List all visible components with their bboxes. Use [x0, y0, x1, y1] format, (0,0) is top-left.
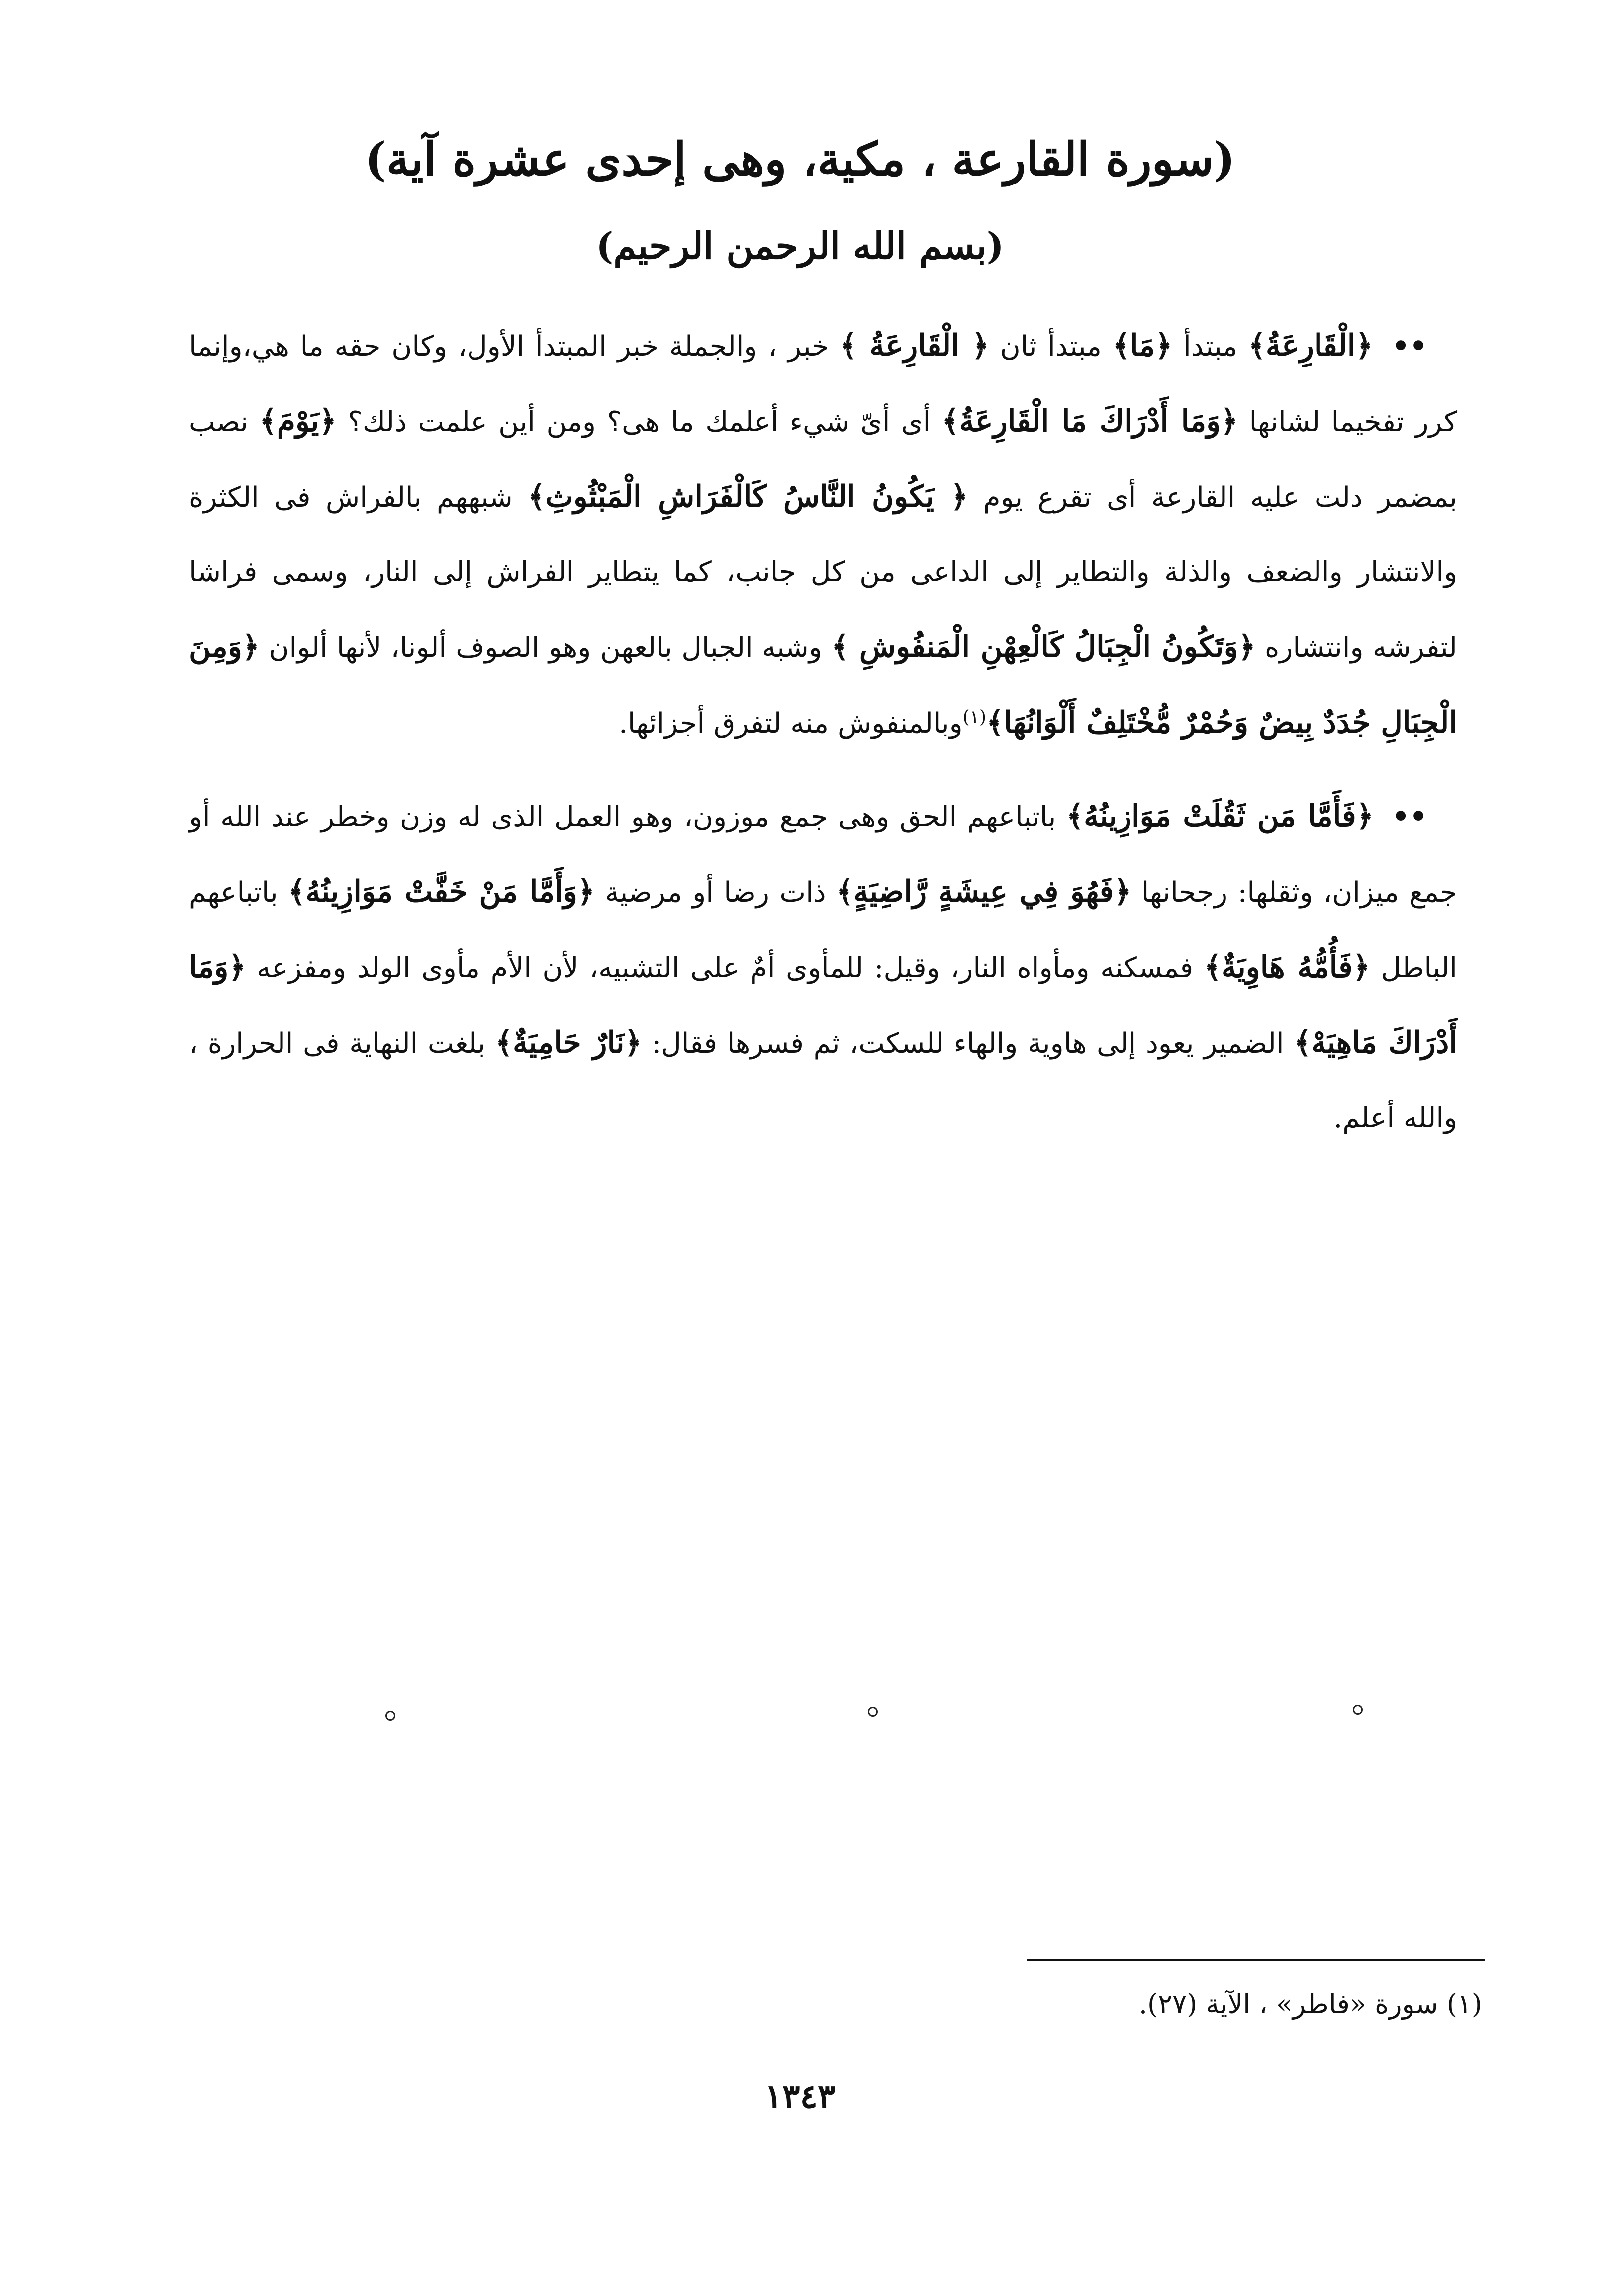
- commentary-body: [189, 308, 1457, 1174]
- commentary-text: أى أىّ شيء أعلمك ما هى؟ ومن أين علمت ذلك؟: [336, 406, 931, 438]
- commentary-text: شبههم بالفراش فى الكثرة والانتشار والضعف والذلة والتطاير إلى الداعى من كل جانب، كما يتطاير الفراش إلى النار، وسمى فراشا لتفرشه وانتشاره: [189, 481, 1457, 664]
- footnote: (١) سورة «فاطر» ، الآية (٢٧).: [1138, 1988, 1482, 2020]
- quran-verse: ﴿وَمَا أَدْرَاكَ مَا الْقَارِعَةُ﴾: [941, 404, 1238, 439]
- scan-speck: [1353, 1705, 1363, 1715]
- scan-speck: [868, 1707, 878, 1717]
- commentary-text: وبالمنفوش منه لتفرق أجزائها.: [619, 707, 963, 739]
- commentary-text: وشبه الجبال بالعهن وهو الصوف ألونا، لأنها ألوان: [259, 632, 822, 664]
- quran-verse: ﴿وَأَمَّا مَنْ خَفَّتْ مَوَازِينُهُ﴾: [288, 874, 595, 909]
- commentary-text: مبتدأ ثان: [1000, 330, 1102, 363]
- commentary-text: الضمير يعود إلى هاوية والهاء للسكت، ثم فسرها فقال:: [642, 1027, 1284, 1060]
- commentary-text: باتباعهم الحق وهى جمع موزون، وهو العمل الذى له وزن وخطر عند الله أو جمع ميزان، وثقلها: رجحانها: [189, 801, 1458, 909]
- surah-title: (سورة القارعة ، مكية، وهى إحدى عشرة آية): [365, 132, 1235, 186]
- commentary-text: نصب بمضمر دلت عليه القارعة أى تقرع يوم: [189, 406, 1457, 514]
- quran-verse: ﴿وَمِنَ الْجِبَالِ جُدَدٌ بِيضٌ وَحُمْرٌ مُّخْتَلِفٌ أَلْوَانُهَا﴾: [189, 630, 1457, 740]
- commentary-text: ذات رضا أو مرضية: [605, 876, 826, 909]
- scan-speck: [385, 1711, 395, 1721]
- basmala: (بسم الله الرحمن الرحيم): [596, 225, 1004, 268]
- paragraph: [189, 308, 1457, 761]
- quran-verse: ﴿الْقَارِعَةُ﴾: [1248, 328, 1373, 363]
- quran-verse: ﴿ الْقَارِعَةُ ﴾: [840, 328, 989, 363]
- quran-verse: ﴿وَمَا أَدْرَاكَ مَاهِيَهْ﴾: [189, 950, 1457, 1060]
- footnote-reference: (١): [962, 707, 987, 728]
- paragraph-bullet: ••: [1392, 800, 1427, 833]
- quran-verse: ﴿يَوْمَ﴾: [259, 404, 337, 439]
- commentary-text: باتباعهم الباطل: [189, 876, 1457, 984]
- quran-verse: ﴿مَا﴾: [1112, 328, 1173, 363]
- footnote-divider: [1027, 1959, 1485, 1961]
- commentary-text: مبتدأ: [1172, 330, 1237, 363]
- quran-verse: ﴿فَأُمُّهُ هَاوِيَةٌ﴾: [1204, 950, 1370, 985]
- commentary-text: بلغت النهاية فى الحرارة ، والله أعلم.: [189, 1027, 1457, 1134]
- commentary-text: فمسكنه ومأواه النار، وقيل: للمأوى أمٌ على التشبيه، لأن الأم مأوى الولد ومفزعه: [257, 952, 1194, 984]
- page-number: ١٣٤٣: [764, 2077, 836, 2115]
- paragraph: [189, 779, 1457, 1156]
- quran-verse: ﴿فَهُوَ فِي عِيشَةٍ رَّاضِيَةٍ﴾: [836, 874, 1131, 909]
- paragraph-bullet: ••: [1392, 330, 1427, 363]
- quran-verse: ﴿وَتَكُونُ الْجِبَالُ كَالْعِهْنِ الْمَنفُوشِ ﴾: [831, 630, 1256, 664]
- quran-verse: ﴿فَأَمَّا مَن ثَقُلَتْ مَوَازِينُهُ﴾: [1066, 799, 1374, 833]
- commentary-text: خبر ، والجملة خبر المبتدأ الأول، وكان حقه ما هي،وإنما كرر تفخيما لشانها: [189, 330, 1457, 438]
- quran-verse: ﴿ يَكُونُ النَّاسُ كَالْفَرَاشِ الْمَبْثُوثِ﴾: [528, 479, 968, 514]
- quran-verse: ﴿نَارٌ حَامِيَةٌ﴾: [495, 1025, 642, 1060]
